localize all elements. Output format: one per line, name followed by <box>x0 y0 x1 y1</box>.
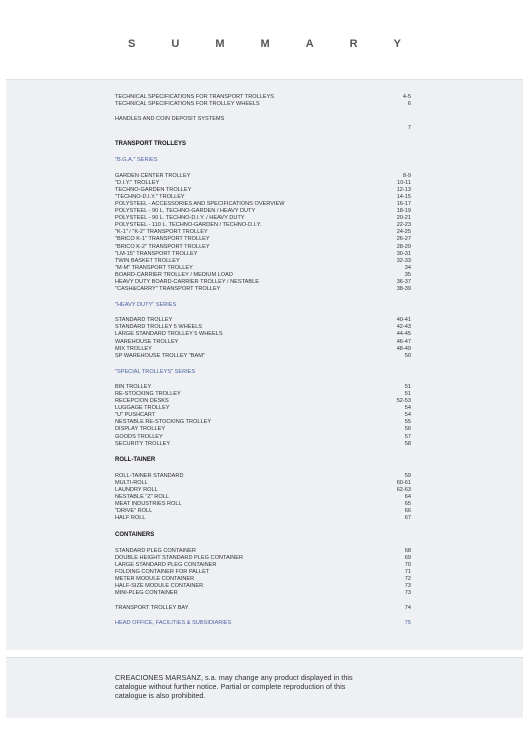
entry-label: HEAVY DUTY BOARD-CARRIER TROLLEY / NESTABLE <box>115 278 259 285</box>
entry-page: 58 <box>404 440 411 447</box>
toc-entry[interactable] <box>115 405 411 412</box>
entry-page: 65 <box>404 501 411 508</box>
entry-page: 34 <box>404 264 411 271</box>
entry-page: 57 <box>404 433 411 440</box>
toc-entry[interactable] <box>115 236 411 243</box>
toc-entry[interactable] <box>115 391 411 398</box>
entry-page: 52-53 <box>396 398 411 405</box>
entry-page: 54 <box>404 405 411 412</box>
toc-entry[interactable] <box>115 201 411 208</box>
toc-entry[interactable] <box>115 317 411 324</box>
entry-label: RECEPCION DESKS <box>115 398 169 405</box>
toc-entry[interactable] <box>115 346 411 353</box>
toc-entry[interactable] <box>115 265 411 272</box>
entry-label: MULTI-ROLL <box>115 479 148 486</box>
entry-page: 20-21 <box>396 215 411 222</box>
toc-entry[interactable] <box>115 515 411 522</box>
disclaimer-text <box>115 673 405 701</box>
entry-page: 7 <box>407 125 411 132</box>
toc-entry[interactable] <box>115 590 411 597</box>
toc-entry[interactable] <box>115 222 411 229</box>
toc-entry[interactable] <box>115 272 411 279</box>
entry-label: GARDEN CENTER TROLLEY <box>115 172 191 179</box>
entry-page: 69 <box>404 554 411 561</box>
title-letter: Y <box>393 38 401 50</box>
toc-entry[interactable] <box>115 555 411 562</box>
entry-label: NESTABLE RE-STOCKING TROLLEY <box>115 419 212 426</box>
entry-label: STANDARD TROLLEY <box>115 317 173 324</box>
entry-page: 16-17 <box>396 200 411 207</box>
section-heading-roll-tainer: ROLL-TAINER <box>115 456 156 463</box>
roll-tainer-list <box>115 473 411 523</box>
bay-entry[interactable] <box>115 605 411 612</box>
entry-label: BOARD-CARRIER TROLLEY / MEDIUM LOAD <box>115 271 233 278</box>
toc-entry[interactable] <box>115 353 411 360</box>
toc-entry[interactable] <box>115 187 411 194</box>
title-letter: S <box>128 38 136 50</box>
entry-label: GOODS TROLLEY <box>115 433 163 440</box>
entry-page: 54 <box>404 412 411 419</box>
toc-entry[interactable] <box>115 426 411 433</box>
entry-page: 22-23 <box>396 222 411 229</box>
entry-page: 48-49 <box>396 345 411 352</box>
toc-entry[interactable] <box>115 494 411 501</box>
toc-entry[interactable] <box>115 324 411 331</box>
entry-page: 12-13 <box>396 186 411 193</box>
toc-entry[interactable] <box>115 569 411 576</box>
toc-entry[interactable] <box>115 208 411 215</box>
entry-label: MINI-PLEG CONTAINER <box>115 590 178 597</box>
toc-entry[interactable] <box>115 548 411 555</box>
heavy-duty-list <box>115 317 411 360</box>
head-office-entry[interactable] <box>115 620 411 627</box>
entry-label: ROLL-TAINER STANDARD <box>115 472 184 479</box>
toc-entry[interactable] <box>115 419 411 426</box>
title-letter: A <box>305 38 314 50</box>
toc-entry[interactable] <box>115 173 411 180</box>
toc-entry[interactable] <box>115 194 411 201</box>
entry-label: "TECHNO-D.I.Y." TROLLEY <box>115 193 185 200</box>
entry-label: "LM-15" TRANSPORT TROLLEY <box>115 250 198 257</box>
entry-page: 14-15 <box>396 193 411 200</box>
entry-page: 32-33 <box>396 257 411 264</box>
entry-label: LARGE STANDARD PLEG CONTAINER <box>115 561 217 568</box>
entry-page: 70 <box>404 561 411 568</box>
entry-label: LARGE STANDARD TROLLEY 5 WHEELS <box>115 331 223 338</box>
toc-entry[interactable] <box>115 508 411 515</box>
entry-label: HANDLES AND COIN DEPOSIT SYSTEMS <box>115 116 225 123</box>
toc-entry[interactable] <box>115 331 411 338</box>
entry-label: SP WAREHOUSE TROLLEY "BAM" <box>115 352 205 359</box>
toc-entry[interactable] <box>115 279 411 286</box>
entry-page: 35 <box>404 271 411 278</box>
entry-page: 72 <box>404 575 411 582</box>
toc-entry[interactable] <box>115 258 411 265</box>
entry-page: 28-29 <box>396 243 411 250</box>
entry-page: 71 <box>404 568 411 575</box>
toc-entry[interactable] <box>115 398 411 405</box>
series-heading-bga: "B.G.A." SERIES <box>115 157 158 164</box>
toc-entry[interactable] <box>115 215 411 222</box>
entry-label: HALF-SIZE MODULE CONTAINER <box>115 583 204 590</box>
toc-entry[interactable] <box>115 487 411 494</box>
toc-entry[interactable] <box>115 229 411 236</box>
entry-label: SECURITY TROLLEY <box>115 440 171 447</box>
toc-entry[interactable] <box>115 562 411 569</box>
page-title <box>0 38 529 50</box>
entry-label: HEAD OFFICE, FACILITIES & SUBSIDIARIES <box>115 620 232 627</box>
entry-page: 60-61 <box>396 479 411 486</box>
toc-entry[interactable] <box>115 576 411 583</box>
toc-entry[interactable] <box>115 180 411 187</box>
entry-page: 51 <box>404 383 411 390</box>
entry-page: 66 <box>404 508 411 515</box>
entry-page: 62-63 <box>396 487 411 494</box>
entry-page: 8-9 <box>402 172 411 179</box>
toc-entry[interactable] <box>115 434 411 441</box>
entry-page: 55 <box>404 419 411 426</box>
toc-entry[interactable] <box>115 501 411 508</box>
entry-label: "CASH&CARRY" TRANSPORT TROLLEY <box>115 286 221 293</box>
entry-page: 6 <box>407 101 411 108</box>
section-heading-transport-trolleys: TRANSPORT TROLLEYS <box>115 141 187 148</box>
entry-page: 44-45 <box>396 331 411 338</box>
containers-list <box>115 548 411 598</box>
toc-entry[interactable] <box>115 94 411 101</box>
toc-entry[interactable] <box>115 473 411 480</box>
entry-label: TECHNO-GARDEN TROLLEY <box>115 186 192 193</box>
toc-entry[interactable] <box>115 441 411 448</box>
series-heading-heavy-duty: "HEAVY DUTY" SERIES <box>115 302 177 309</box>
disclaimer-line: catalogue without further notice. Partial or complete reproduction of this <box>115 682 346 692</box>
title-letter: M <box>215 38 225 50</box>
entry-label: "M-M" TRANSPORT TROLLEY <box>115 264 193 271</box>
entry-label: MEAT INDUSTRIES ROLL <box>115 501 182 508</box>
entry-label: "DRIVE" ROLL <box>115 508 153 515</box>
title-letter: R <box>349 38 358 50</box>
entry-page: 36-37 <box>396 278 411 285</box>
toc-entry[interactable] <box>115 244 411 251</box>
entry-label: TWIN BASKET TROLLEY <box>115 257 180 264</box>
entry-page: 50 <box>404 352 411 359</box>
disclaimer-line: catalogue is also prohibited. <box>115 691 206 701</box>
entry-page: 51 <box>404 391 411 397</box>
entry-label: "BRICO K-1" TRANSPORT TROLLEY <box>115 236 210 243</box>
entry-page: 64 <box>404 494 411 501</box>
section-heading-containers: CONTAINERS <box>115 531 155 538</box>
entry-page: 68 <box>404 547 411 554</box>
entry-label: NESTABLE "Z" ROLL <box>115 494 169 501</box>
entry-page: 73 <box>404 590 411 597</box>
toc-entry[interactable] <box>115 251 411 258</box>
entry-label: MIX TROLLEY <box>115 345 152 352</box>
entry-label: TRANSPORT TROLLEY BAY <box>115 605 189 612</box>
table-of-contents <box>115 94 411 627</box>
entry-page: 75 <box>404 620 411 627</box>
entry-label: LAUNDRY ROLL <box>115 487 158 494</box>
series-heading-special: "SPECIAL TROLLEYS" SERIES <box>115 368 196 375</box>
entry-label: POLYSTEEL - ACCESSORIES AND SPECIFICATIONS OVERVIEW <box>115 200 285 207</box>
entry-page: 18-19 <box>396 208 411 215</box>
entry-label: WAREHOUSE TROLLEY <box>115 338 179 345</box>
entry-label: HALF ROLL <box>115 515 146 522</box>
toc-entry[interactable] <box>115 412 411 419</box>
entry-label: METER MODULE CONTAINER <box>115 575 195 582</box>
toc-entry[interactable] <box>115 480 411 487</box>
entry-page: 10-11 <box>397 179 411 186</box>
entry-page: 42-43 <box>396 324 411 331</box>
entry-label: DISPLAY TROLLEY <box>115 426 166 433</box>
handles-entry[interactable] <box>115 116 411 132</box>
entry-label: TECHNICAL SPECIFICATIONS FOR TRANSPORT TROLLEYS <box>115 94 275 100</box>
entry-page: 38-39 <box>396 286 411 293</box>
title-letter: M <box>260 38 270 50</box>
intro-list <box>115 94 411 108</box>
entry-page: 74 <box>404 605 411 612</box>
entry-page: 56 <box>404 426 411 433</box>
entry-page: 24-25 <box>396 229 411 236</box>
entry-label: POLYSTEEL - 90 L. TECHNO-D.I.Y. / HEAVY DUTY <box>115 215 245 222</box>
entry-label: TECHNICAL SPECIFICATIONS FOR TROLLEY WHEELS <box>115 101 260 108</box>
entry-label: POLYSTEEL - 110 L. TECHNO-GARDEN / TECHNO-D.I.Y. <box>115 222 262 229</box>
toc-entry[interactable] <box>115 286 411 293</box>
bga-list <box>115 173 411 294</box>
toc-entry[interactable] <box>115 384 411 391</box>
entry-label: DOUBLE HEIGHT STANDARD PLEG CONTAINER <box>115 554 244 561</box>
entry-label: RE-STOCKING TROLLEY <box>115 391 181 397</box>
entry-page: 59 <box>404 472 411 479</box>
entry-label: STANDARD PLEG CONTAINER <box>115 547 196 554</box>
disclaimer-line: CREACIONES MARSANZ, s.a. may change any product displayed in this <box>115 673 353 682</box>
special-list <box>115 384 411 448</box>
entry-label: STANDARD TROLLEY 5 WHEELS <box>115 324 203 331</box>
entry-page: 30-31 <box>396 250 411 257</box>
entry-label: LUGGAGE TROLLEY <box>115 405 170 412</box>
entry-label: BIN TROLLEY <box>115 383 152 390</box>
entry-page: 73 <box>404 583 411 590</box>
toc-entry[interactable] <box>115 583 411 590</box>
entry-label: "BRICO K-2" TRANSPORT TROLLEY <box>115 243 210 250</box>
entry-page: 46-47 <box>396 338 411 345</box>
entry-label: "D.I.Y." TROLLEY <box>115 179 160 186</box>
toc-entry[interactable] <box>115 101 411 108</box>
entry-page: 67 <box>404 515 411 522</box>
title-letter: U <box>171 38 180 50</box>
entry-page: 40-41 <box>396 317 411 324</box>
entry-label: POLYSTEEL - 90 L. TECHNO-GARDEN / HEAVY DUTY <box>115 208 256 215</box>
entry-label: "U" PUSHCART <box>115 412 156 419</box>
entry-label: "K-1" / "K-2" TRANSPORT TROLLEY <box>115 229 208 236</box>
entry-page: 4-5 <box>402 94 411 100</box>
entry-label: FOLDING CONTAINER FOR PALLET <box>115 568 210 575</box>
entry-page: 26-27 <box>396 236 411 243</box>
toc-entry[interactable] <box>115 339 411 346</box>
